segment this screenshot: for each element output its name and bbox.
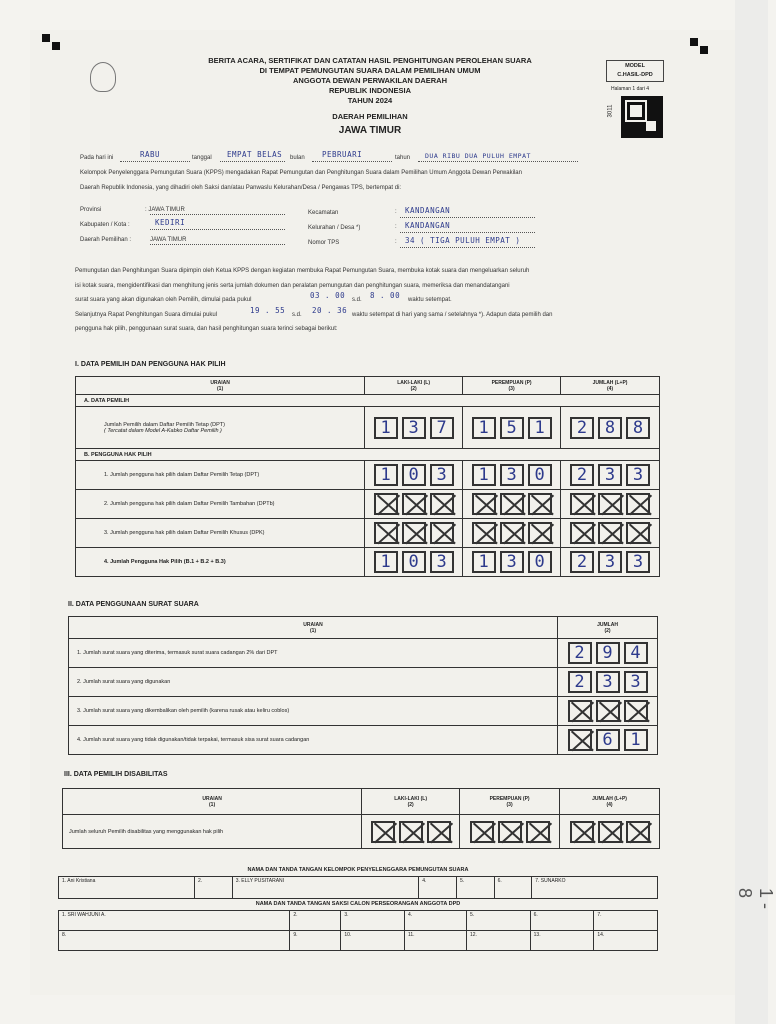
saksi-sig-12: 12. (467, 931, 531, 951)
edge-label: 1 - 8 (735, 888, 776, 910)
digit-box-crossed (498, 821, 522, 843)
s3-j-boxes (560, 821, 659, 843)
kabupaten-line (150, 229, 285, 230)
s2-r1-boxes (558, 642, 657, 664)
digit-box: 2 (570, 464, 594, 486)
digit-box-crossed (626, 821, 650, 843)
tahun-line (418, 161, 578, 162)
digit-box: 1 (374, 551, 398, 573)
qr-label: 3011 (607, 104, 614, 118)
s2-col-uraian: URAIAN (303, 621, 323, 628)
s1-b4: 4. Jumlah Pengguna Hak Pilih (B.1 + B.2 + B.3) (76, 548, 365, 577)
s1-b1-p-boxes (463, 464, 560, 486)
kpps-row (59, 877, 658, 899)
tanggal-line (220, 161, 285, 162)
hari-value: RABU (140, 150, 161, 159)
s1-n1: (1) (217, 385, 224, 392)
model-line1: MODEL (625, 63, 645, 69)
digit-box: 1 (472, 417, 496, 439)
s3-r1: Jumlah seluruh Pemilih disabilitas yang menggunakan hak pilih (63, 815, 362, 849)
digit-box: 4 (624, 642, 648, 664)
end-time-2: 20 . 36 (312, 306, 348, 315)
kelurahan-value: KANDANGAN (405, 221, 451, 230)
digit-box-crossed (528, 522, 552, 544)
tps-line (400, 247, 535, 248)
kecamatan-value: KANDANGAN (405, 206, 451, 215)
digit-box: 1 (624, 729, 648, 751)
model-line2: C.HASIL-DPD (617, 72, 653, 78)
process-p3: surat suara yang akan digunakan oleh Pemilih, dimulai pada pukul (75, 297, 252, 303)
kabupaten-value: KEDIRI (155, 218, 186, 227)
s3-col-p: PEREMPUAN (P) (489, 795, 530, 802)
s2-r2: 2. Jumlah surat suara yang digunakan (69, 668, 558, 697)
process-p4: Selanjutnya Rapat Penghitungan Suara dimulai pukul (75, 312, 218, 318)
kpps-sig-7: 7. SUNARKO (532, 877, 658, 899)
bulan-value: PEBRUARI (322, 150, 363, 159)
digit-box-crossed (500, 493, 524, 515)
s1-b1: 1. Jumlah pengguna hak pilih dalam Daftar Pemilih Tetap (DPT) (76, 461, 365, 490)
header-line2: DI TEMPAT PEMUNGUTAN SUARA DALAM PEMILIHAN UMUM (259, 66, 481, 75)
bulan-label: bulan (290, 155, 305, 161)
s1-b-title: B. PENGGUNA HAK PILIH (76, 449, 660, 461)
s1-b4-l-boxes (365, 551, 462, 573)
tanggal-label: tanggal (192, 155, 212, 161)
s2-r3: 3. Jumlah surat suara yang dikembalikan oleh pemilih (karena rusak atau keliru coblos) (69, 697, 558, 726)
daerah-value: JAWA TIMUR (338, 125, 402, 136)
s2-col-j: JUMLAH (597, 621, 618, 628)
saksi-sig-14: 14. (594, 931, 658, 951)
s1-n3: (3) (508, 385, 515, 392)
saksi-sig-13: 13. (530, 931, 594, 951)
digit-box: 2 (568, 671, 592, 693)
s2-r4-boxes (558, 729, 657, 751)
sd-label-1: s.d. (352, 297, 362, 303)
digit-box: 0 (528, 551, 552, 573)
process-p1: Pemungutan dan Penghitungan Suara dipimpin oleh Ketua KPPS dengan kegiatan membuka Rapat Pemungutan Suara, membuka kotak suara dan mengeluarkan seluruh (75, 268, 530, 274)
end-time-1: 8 . 00 (370, 291, 401, 300)
s3-n2: (2) (407, 801, 414, 808)
s1-a-title: A. DATA PEMILIH (76, 395, 660, 407)
kpps-signature-title: NAMA DAN TANDA TANGAN KELOMPOK PENYELENGGARA PEMUNGUTAN SUARA (247, 867, 469, 873)
digit-box: 2 (568, 642, 592, 664)
corner-marker-top-left (42, 34, 50, 42)
digit-box: 0 (402, 464, 426, 486)
s3-col-j: JUMLAH (L+P) (592, 795, 627, 802)
daerah-label: DAERAH PEMILIHAN (332, 112, 408, 121)
digit-box-crossed (500, 522, 524, 544)
model-box (606, 60, 664, 82)
start-time-1: 03 . 00 (310, 291, 346, 300)
s1-n4: (4) (606, 385, 614, 392)
intro-para1: Kelompok Penyelenggara Pemungutan Suara (KPPS) mengadakan Rapat Pemungutan dan Penghitungan Suara dalam Pemilihan Umum Anggota Dewan Perwakilan (80, 170, 522, 176)
dapil-value: JAWA TIMUR (150, 237, 187, 243)
s3-col-l: LAKI-LAKI (L) (394, 795, 428, 802)
saksi-sig-9: 9. (290, 931, 341, 951)
digit-box-crossed (427, 821, 451, 843)
digit-box-crossed (596, 700, 620, 722)
saksi-sig-2: 2. (290, 911, 341, 931)
digit-box-crossed (624, 700, 648, 722)
corner-marker-top-right (690, 38, 698, 46)
kecamatan-label: Kecamatan (308, 210, 339, 216)
s2-r3-boxes (558, 700, 657, 722)
digit-box: 3 (430, 464, 454, 486)
process-p5: pengguna hak pilih, penggunaan surat suara, dan hasil penghitungan suara terinci sebagai berikut: (75, 326, 338, 332)
saksi-sig-11: 11. (404, 931, 466, 951)
digit-box: 2 (570, 417, 594, 439)
digit-box: 3 (598, 551, 622, 573)
digit-box: 1 (374, 464, 398, 486)
digit-box: 0 (402, 551, 426, 573)
digit-box-crossed (568, 700, 592, 722)
s3-p-boxes (460, 821, 559, 843)
digit-box-crossed (598, 522, 622, 544)
saksi-sig-1: 1. SRI WAHJUNI A. (59, 911, 290, 931)
digit-box: 1 (472, 551, 496, 573)
digit-box-crossed (570, 821, 594, 843)
digit-box-crossed (472, 493, 496, 515)
section2-title: II. DATA PENGGUNAAN SURAT SUARA (68, 601, 199, 608)
s3-n1: (1) (209, 801, 216, 808)
digit-box-crossed (402, 522, 426, 544)
s1-b3: 3. Jumlah pengguna hak pilih dalam Daftar Pemilih Khusus (DPK) (76, 519, 365, 548)
provinsi-value: : JAWA TIMUR (145, 207, 185, 213)
tanggal-value: EMPAT BELAS (227, 150, 283, 159)
digit-box: 0 (528, 464, 552, 486)
kpu-logo (90, 62, 116, 92)
saksi-sig-4: 4. (404, 911, 466, 931)
digit-box-crossed (528, 493, 552, 515)
s1-a-p-boxes (463, 417, 560, 439)
digit-box-crossed (568, 729, 592, 751)
digit-box: 5 (500, 417, 524, 439)
s1-col-l: LAKI-LAKI (L) (397, 379, 431, 386)
section1-title: I. DATA PEMILIH DAN PENGGUNA HAK PILIH (75, 361, 226, 368)
header-line4: REPUBLIK INDONESIA (328, 86, 412, 95)
s1-a-l-boxes (365, 417, 462, 439)
s1-b2-l-boxes (365, 493, 462, 515)
s1-b1-j-boxes (561, 464, 659, 486)
sd-label-2: s.d. (292, 312, 302, 318)
s1-n2: (2) (410, 385, 417, 392)
start-time-2: 19 . 55 (250, 306, 286, 315)
digit-box-crossed (570, 493, 594, 515)
tps-value: 34 ( TIGA PULUH EMPAT ) (405, 236, 521, 245)
s1-b3-j-boxes (561, 522, 659, 544)
saksi-sig-5: 5. (467, 911, 531, 931)
digit-box-crossed (430, 493, 454, 515)
digit-box: 3 (624, 671, 648, 693)
kpps-sig-2: 2. (195, 877, 233, 899)
saksi-sig-6: 6. (530, 911, 594, 931)
header-line1: BERITA ACARA, SERTIFIKAT DAN CATATAN HASIL PENGHITUNGAN PEROLEHAN SUARA (208, 56, 532, 65)
s1-a-row2: ( Tercatat dalam Model A-Kabko Daftar Pemilih ) (104, 427, 222, 434)
digit-box: 6 (596, 729, 620, 751)
digit-box: 8 (598, 417, 622, 439)
digit-box: 3 (402, 417, 426, 439)
digit-box: 3 (626, 551, 650, 573)
document-header (120, 56, 620, 137)
s1-b4-p-boxes (463, 551, 560, 573)
s2-r2-boxes (558, 671, 657, 693)
tps-label: Nomor TPS (308, 240, 340, 246)
digit-box: 8 (626, 417, 650, 439)
digit-box-crossed (598, 493, 622, 515)
digit-box: 3 (500, 464, 524, 486)
s2-r4: 4. Jumlah surat suara yang tidak digunakan/tidak terpakai, termasuk sisa surat suara cadangan (69, 726, 558, 755)
digit-box: 3 (626, 464, 650, 486)
provinsi-label: Provinsi (80, 207, 102, 213)
hari-line (120, 161, 190, 162)
s1-col-uraian: URAIAN (210, 379, 230, 386)
header-line3: ANGGOTA DEWAN PERWAKILAN DAERAH (292, 76, 448, 85)
saksi-signature-title: NAMA DAN TANDA TANGAN SAKSI CALON PERSEORANGAN ANGGOTA DPD (255, 901, 461, 907)
s2-r1: 1. Jumlah surat suara yang diterima, termasuk surat suara cadangan 2% dari DPT (69, 639, 558, 668)
s3-n3: (3) (506, 801, 513, 808)
s1-a-row: Jumlah Pemilih dalam Daftar Pemilih Tetap (DPT) (104, 421, 225, 428)
digit-box: 1 (374, 417, 398, 439)
intro-para2: Daerah Republik Indonesia, yang dihadiri oleh Saksi dan/atau Panwaslu Kelurahan/Desa / Pengawas TPS, bertempat di: (80, 185, 402, 191)
saksi-signature-table (58, 910, 658, 951)
bulan-line (312, 161, 392, 162)
corner-marker-top-right-2 (700, 46, 708, 54)
s1-col-p: PEREMPUAN (P) (491, 379, 532, 386)
digit-box-crossed (626, 522, 650, 544)
pada-hari-label: Pada hari ini (80, 155, 114, 161)
corner-marker-top-left-2 (52, 42, 60, 50)
tahun-value: DUA RIBU DUA PULUH EMPAT (425, 152, 531, 160)
digit-box: 1 (472, 464, 496, 486)
s1-b2: 2. Jumlah pengguna hak pilih dalam Daftar Pemilih Tambahan (DPTb) (76, 490, 365, 519)
tahun-label: tahun (395, 155, 411, 161)
s1-b2-p-boxes (463, 493, 560, 515)
digit-box-crossed (472, 522, 496, 544)
digit-box: 3 (598, 464, 622, 486)
kabupaten-label: Kabupaten / Kota : (80, 222, 130, 228)
kpps-signature-table (58, 876, 658, 899)
digit-box-crossed (430, 522, 454, 544)
process-p2: isi kotak suara, mengidentifikasi dan menghitung jenis serta jumlah dokumen dan peralatan pemungutan dan penghitungan suara, memeriksa dan menandatangani (75, 283, 510, 289)
s1-b3-l-boxes (365, 522, 462, 544)
kecamatan-colon: : (395, 209, 397, 215)
kpps-sig-1: 1. Ani Kristiana (59, 877, 195, 899)
tps-colon: : (395, 239, 397, 245)
digit-box-crossed (374, 522, 398, 544)
dapil-label: Daerah Pemilihan : (80, 237, 132, 243)
header-line5: TAHUN 2024 (347, 96, 393, 105)
digit-box: 3 (430, 551, 454, 573)
s1-b1-l-boxes (365, 464, 462, 486)
kpps-sig-6: 6. (494, 877, 532, 899)
digit-box-crossed (598, 821, 622, 843)
s1-b2-j-boxes (561, 493, 659, 515)
s3-l-boxes (362, 821, 459, 843)
digit-box-crossed (570, 522, 594, 544)
kpps-sig-3: 3. ELLY PUSITARANI (232, 877, 419, 899)
s2-n2: (2) (604, 627, 611, 634)
saksi-sig-3: 3. (341, 911, 405, 931)
section3-title: III. DATA PEMILIH DISABILITAS (64, 771, 168, 778)
digit-box: 7 (430, 417, 454, 439)
digit-box: 3 (500, 551, 524, 573)
digit-box-crossed (371, 821, 395, 843)
kpps-sig-5: 5. (456, 877, 494, 899)
digit-box: 1 (528, 417, 552, 439)
saksi-sig-7: 7. (594, 911, 658, 931)
digit-box-crossed (374, 493, 398, 515)
digit-box: 9 (596, 642, 620, 664)
tail-2: waktu setempat di hari yang sama / setelahnya *). Adapun data pemilih dan (352, 312, 553, 318)
digit-box: 3 (596, 671, 620, 693)
kelurahan-label: Kelurahan / Desa *) (308, 225, 361, 231)
section1-table (75, 376, 660, 577)
s2-n1: (1) (309, 627, 317, 634)
digit-box-crossed (470, 821, 494, 843)
tail-1: waktu setempat. (408, 297, 452, 303)
saksi-sig-10: 10. (341, 931, 405, 951)
provinsi-line (150, 214, 285, 215)
dapil-line (150, 244, 285, 245)
kelurahan-colon: : (395, 224, 397, 230)
digit-box-crossed (399, 821, 423, 843)
digit-box: 2 (570, 551, 594, 573)
page-number: Halaman 1 dari 4 (611, 86, 650, 92)
kelurahan-line (400, 232, 535, 233)
s3-col-uraian: URAIAN (202, 795, 222, 802)
section3-table (62, 788, 660, 849)
digit-box-crossed (526, 821, 550, 843)
digit-box-crossed (402, 493, 426, 515)
kecamatan-line (400, 217, 535, 218)
digit-box-crossed (626, 493, 650, 515)
section2-table (68, 616, 658, 755)
s3-n4: (4) (606, 801, 613, 808)
s1-b3-p-boxes (463, 522, 560, 544)
qr-code (621, 96, 663, 138)
saksi-sig-8: 8. (59, 931, 290, 951)
kpps-sig-4: 4. (419, 877, 457, 899)
s1-a-j-boxes (561, 417, 659, 439)
s1-col-j: JUMLAH (L+P) (592, 379, 628, 386)
page-edge (735, 0, 768, 1024)
s1-b4-j-boxes (561, 551, 659, 573)
